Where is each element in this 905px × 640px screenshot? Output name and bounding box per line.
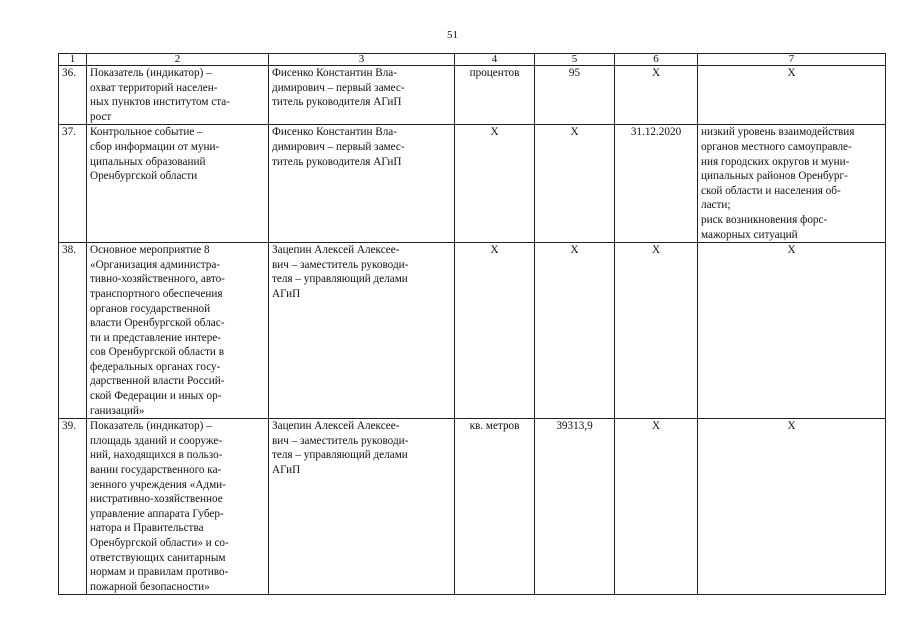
row-number: 38.	[59, 243, 87, 419]
table-row	[59, 125, 886, 243]
risk-description: Х	[698, 66, 886, 125]
row-number: 36.	[59, 66, 87, 125]
column-header-3: 3	[269, 54, 455, 66]
target-value: 95	[535, 66, 615, 125]
risk-description: Х	[698, 419, 886, 595]
responsible-person: Фисенко Константин Вла- димирович – первый замес- титель руководителя АГиП	[269, 66, 455, 125]
unit-of-measure: кв. метров	[455, 419, 535, 595]
table-row	[59, 419, 886, 595]
item-name: Контрольное событие – сбор информации от муни- ципальных образований Оренбургской области	[87, 125, 269, 243]
column-header-1: 1	[59, 54, 87, 66]
due-date: 31.12.2020	[615, 125, 698, 243]
column-header-6: 6	[615, 54, 698, 66]
due-date: Х	[615, 66, 698, 125]
unit-of-measure: Х	[455, 125, 535, 243]
row-number: 37.	[59, 125, 87, 243]
column-header-7: 7	[698, 54, 886, 66]
risk-description: низкий уровень взаимодействия органов местного самоуправле- ния городских округов и муни- ципальных районов Оренбург- ской области и населения об- ласти; риск возникновения форс- мажорных ситуаций	[698, 125, 886, 243]
page-number: 51	[447, 29, 458, 41]
responsible-person: Фисенко Константин Вла- димирович – первый замес- титель руководителя АГиП	[269, 125, 455, 243]
plan-table	[58, 53, 886, 595]
unit-of-measure: процентов	[455, 66, 535, 125]
column-header-5: 5	[535, 54, 615, 66]
row-number: 39.	[59, 419, 87, 595]
responsible-person: Зацепин Алексей Алексее- вич – заместитель руководи- теля – управляющий делами АГиП	[269, 243, 455, 419]
table-row	[59, 66, 886, 125]
responsible-person: Зацепин Алексей Алексее- вич – заместитель руководи- теля – управляющий делами АГиП	[269, 419, 455, 595]
item-name: Показатель (индикатор) – охват территорий населен- ных пунктов институтом ста- рост	[87, 66, 269, 125]
column-header-2: 2	[87, 54, 269, 66]
table-row	[59, 243, 886, 419]
column-header-4: 4	[455, 54, 535, 66]
target-value: Х	[535, 243, 615, 419]
due-date: Х	[615, 243, 698, 419]
due-date: Х	[615, 419, 698, 595]
item-name: Показатель (индикатор) – площадь зданий и сооруже- ний, находящихся в пользо- вании государственного ка- зенного учреждения «Адми- нистративно-хозяйственное управление аппарата Губер- натора и Правительства Оренбургской области» и со- ответствующих санитарным нормам и правилам противо- пожарной безопасности»	[87, 419, 269, 595]
target-value: 39313,9	[535, 419, 615, 595]
item-name: Основное мероприятие 8 «Организация администра- тивно-хозяйственного, авто- транспортного обеспечения органов государственной власти Оренбургской облас- ти и представление интере- сов Оренбургской области в федеральных органах госу- дарственной власти Россий- ской Федерации и иных ор- ганизаций»	[87, 243, 269, 419]
target-value: Х	[535, 125, 615, 243]
unit-of-measure: Х	[455, 243, 535, 419]
risk-description: Х	[698, 243, 886, 419]
header-row	[59, 54, 886, 66]
